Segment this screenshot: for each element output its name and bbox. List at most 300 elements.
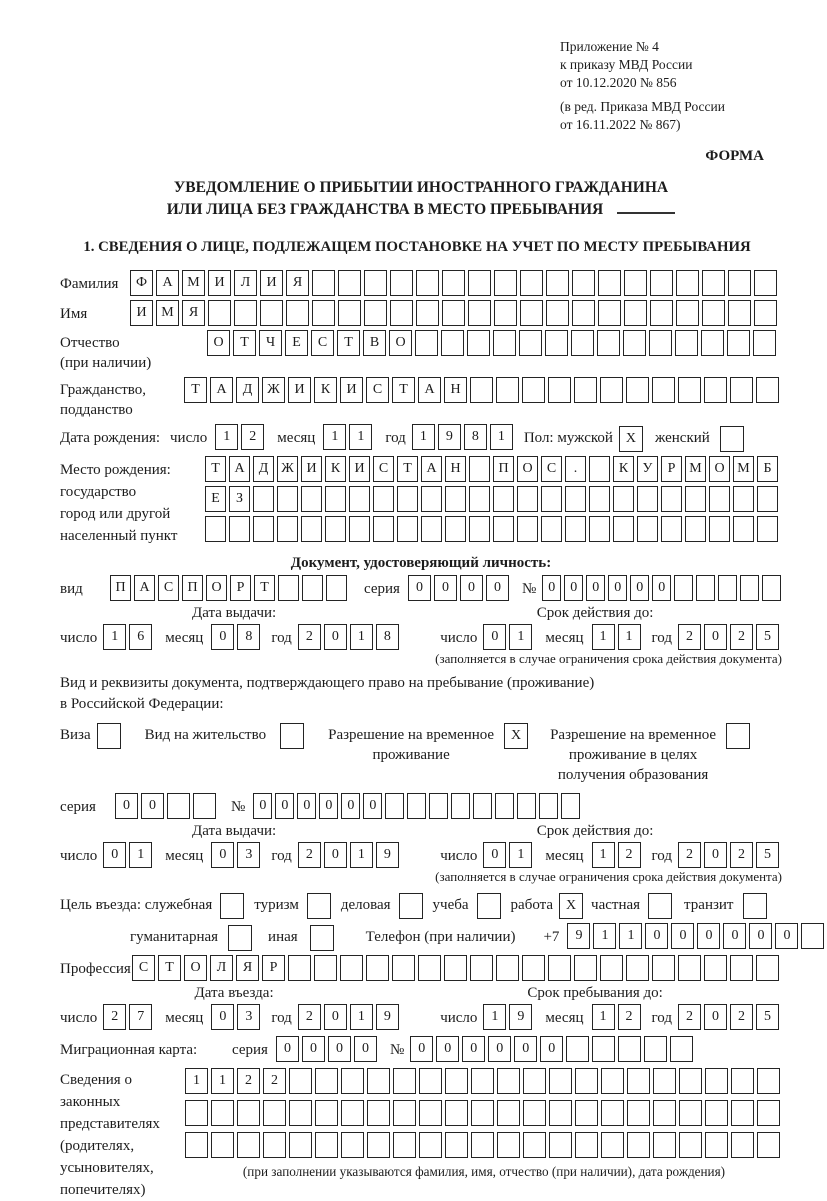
char-cell[interactable]: С xyxy=(366,377,389,403)
char-cell[interactable] xyxy=(445,1132,468,1158)
char-cell[interactable]: 0 xyxy=(324,624,347,650)
char-cell[interactable]: 1 xyxy=(350,842,373,868)
char-cell[interactable] xyxy=(754,300,777,326)
char-cell[interactable] xyxy=(661,516,682,542)
char-cell[interactable] xyxy=(675,330,698,356)
char-cell[interactable] xyxy=(541,486,562,512)
char-cell[interactable]: З xyxy=(229,486,250,512)
char-cell[interactable] xyxy=(546,270,569,296)
char-cell[interactable]: 2 xyxy=(730,1004,753,1030)
char-cell[interactable] xyxy=(575,1132,598,1158)
char-cell[interactable]: О xyxy=(517,456,538,482)
char-cell[interactable]: 0 xyxy=(723,923,746,949)
char-cell[interactable] xyxy=(571,330,594,356)
char-cell[interactable] xyxy=(185,1100,208,1126)
char-cell[interactable]: 2 xyxy=(263,1068,286,1094)
char-cell[interactable] xyxy=(444,955,467,981)
char-cell[interactable] xyxy=(445,1100,468,1126)
char-cell[interactable] xyxy=(613,486,634,512)
char-cell[interactable] xyxy=(627,1100,650,1126)
char-cell[interactable] xyxy=(676,270,699,296)
char-cell[interactable] xyxy=(548,955,571,981)
char-cell[interactable] xyxy=(705,1132,728,1158)
char-cell[interactable]: Я xyxy=(286,270,309,296)
migration-series-cells[interactable] xyxy=(276,1036,380,1062)
char-cell[interactable] xyxy=(653,1100,676,1126)
char-cell[interactable]: А xyxy=(421,456,442,482)
char-cell[interactable] xyxy=(366,955,389,981)
visa-checkbox[interactable] xyxy=(97,723,121,749)
char-cell[interactable] xyxy=(623,330,646,356)
temp-residence-checkbox[interactable]: X xyxy=(504,723,528,749)
char-cell[interactable]: 0 xyxy=(775,923,798,949)
char-cell[interactable]: М xyxy=(156,300,179,326)
char-cell[interactable]: И xyxy=(130,300,153,326)
char-cell[interactable] xyxy=(740,575,759,601)
char-cell[interactable]: К xyxy=(325,456,346,482)
char-cell[interactable] xyxy=(260,300,283,326)
char-cell[interactable] xyxy=(627,1068,650,1094)
representatives-row1-cells[interactable] xyxy=(185,1068,783,1094)
char-cell[interactable]: 2 xyxy=(730,624,753,650)
char-cell[interactable]: 9 xyxy=(567,923,590,949)
char-cell[interactable]: 0 xyxy=(749,923,772,949)
char-cell[interactable] xyxy=(441,330,464,356)
char-cell[interactable] xyxy=(572,270,595,296)
char-cell[interactable] xyxy=(315,1132,338,1158)
char-cell[interactable]: Ч xyxy=(259,330,282,356)
char-cell[interactable]: И xyxy=(340,377,363,403)
char-cell[interactable] xyxy=(522,377,545,403)
char-cell[interactable]: И xyxy=(260,270,283,296)
char-cell[interactable] xyxy=(566,1036,589,1062)
char-cell[interactable] xyxy=(598,270,621,296)
char-cell[interactable] xyxy=(519,330,542,356)
female-checkbox[interactable] xyxy=(720,426,744,452)
stay-month-cells[interactable] xyxy=(592,1004,644,1030)
char-cell[interactable] xyxy=(754,270,777,296)
char-cell[interactable] xyxy=(730,377,753,403)
char-cell[interactable] xyxy=(728,300,751,326)
char-cell[interactable] xyxy=(549,1068,572,1094)
char-cell[interactable]: 0 xyxy=(704,842,727,868)
char-cell[interactable] xyxy=(341,1068,364,1094)
char-cell[interactable]: О xyxy=(389,330,412,356)
char-cell[interactable]: 0 xyxy=(211,624,234,650)
char-cell[interactable] xyxy=(652,377,675,403)
char-cell[interactable] xyxy=(385,793,404,819)
char-cell[interactable]: Е xyxy=(285,330,308,356)
char-cell[interactable] xyxy=(572,300,595,326)
char-cell[interactable] xyxy=(497,1100,520,1126)
char-cell[interactable]: 2 xyxy=(298,624,321,650)
char-cell[interactable]: 1 xyxy=(483,1004,506,1030)
char-cell[interactable]: 0 xyxy=(275,793,294,819)
char-cell[interactable] xyxy=(419,1132,442,1158)
char-cell[interactable] xyxy=(208,300,231,326)
char-cell[interactable] xyxy=(497,1068,520,1094)
char-cell[interactable] xyxy=(229,516,250,542)
res-issue-year-cells[interactable] xyxy=(298,842,402,868)
doc-kind-cells[interactable] xyxy=(110,575,350,601)
char-cell[interactable] xyxy=(471,1068,494,1094)
char-cell[interactable]: 3 xyxy=(237,1004,260,1030)
char-cell[interactable] xyxy=(627,1132,650,1158)
res-issue-day-cells[interactable] xyxy=(103,842,155,868)
char-cell[interactable]: 3 xyxy=(237,842,260,868)
char-cell[interactable] xyxy=(517,516,538,542)
char-cell[interactable]: . xyxy=(565,456,586,482)
char-cell[interactable]: 0 xyxy=(211,1004,234,1030)
char-cell[interactable] xyxy=(730,955,753,981)
char-cell[interactable] xyxy=(338,270,361,296)
char-cell[interactable] xyxy=(494,300,517,326)
char-cell[interactable]: Д xyxy=(236,377,259,403)
char-cell[interactable]: 9 xyxy=(376,1004,399,1030)
char-cell[interactable] xyxy=(469,516,490,542)
char-cell[interactable] xyxy=(801,923,824,949)
char-cell[interactable]: 1 xyxy=(490,424,513,450)
char-cell[interactable] xyxy=(705,1100,728,1126)
char-cell[interactable] xyxy=(600,955,623,981)
char-cell[interactable] xyxy=(349,486,370,512)
char-cell[interactable] xyxy=(670,1036,693,1062)
stay-year-cells[interactable] xyxy=(678,1004,782,1030)
doc-valid-year-cells[interactable] xyxy=(678,624,782,650)
char-cell[interactable]: 0 xyxy=(564,575,583,601)
char-cell[interactable] xyxy=(367,1132,390,1158)
char-cell[interactable]: Р xyxy=(661,456,682,482)
char-cell[interactable] xyxy=(289,1068,312,1094)
char-cell[interactable]: 0 xyxy=(542,575,561,601)
char-cell[interactable] xyxy=(601,1100,624,1126)
char-cell[interactable] xyxy=(678,955,701,981)
char-cell[interactable] xyxy=(644,1036,667,1062)
char-cell[interactable] xyxy=(314,955,337,981)
char-cell[interactable] xyxy=(757,1068,780,1094)
char-cell[interactable]: 0 xyxy=(697,923,720,949)
char-cell[interactable]: Т xyxy=(233,330,256,356)
char-cell[interactable] xyxy=(211,1132,234,1158)
doc-issue-year-cells[interactable] xyxy=(298,624,402,650)
char-cell[interactable] xyxy=(523,1100,546,1126)
char-cell[interactable]: 0 xyxy=(141,793,164,819)
doc-number-cells[interactable] xyxy=(542,575,784,601)
char-cell[interactable] xyxy=(429,793,448,819)
male-checkbox[interactable]: X xyxy=(619,426,643,452)
char-cell[interactable]: Л xyxy=(210,955,233,981)
char-cell[interactable]: 5 xyxy=(756,624,779,650)
char-cell[interactable]: 1 xyxy=(592,624,615,650)
res-series-cells[interactable] xyxy=(115,793,219,819)
char-cell[interactable]: Р xyxy=(230,575,251,601)
char-cell[interactable] xyxy=(574,377,597,403)
firstname-cells[interactable] xyxy=(130,300,780,326)
char-cell[interactable] xyxy=(574,955,597,981)
char-cell[interactable] xyxy=(421,486,442,512)
char-cell[interactable]: 2 xyxy=(103,1004,126,1030)
char-cell[interactable] xyxy=(520,300,543,326)
char-cell[interactable] xyxy=(185,1132,208,1158)
char-cell[interactable]: 0 xyxy=(460,575,483,601)
char-cell[interactable] xyxy=(592,1036,615,1062)
char-cell[interactable]: 0 xyxy=(436,1036,459,1062)
char-cell[interactable]: 0 xyxy=(324,842,347,868)
char-cell[interactable]: 2 xyxy=(241,424,264,450)
char-cell[interactable]: Д xyxy=(253,456,274,482)
char-cell[interactable] xyxy=(589,456,610,482)
char-cell[interactable] xyxy=(364,300,387,326)
char-cell[interactable] xyxy=(618,1036,641,1062)
char-cell[interactable] xyxy=(468,270,491,296)
entry-year-cells[interactable] xyxy=(298,1004,402,1030)
doc-valid-month-cells[interactable] xyxy=(592,624,644,650)
char-cell[interactable] xyxy=(756,955,779,981)
char-cell[interactable] xyxy=(289,1100,312,1126)
char-cell[interactable] xyxy=(565,516,586,542)
char-cell[interactable] xyxy=(263,1132,286,1158)
char-cell[interactable] xyxy=(541,516,562,542)
char-cell[interactable] xyxy=(523,1132,546,1158)
char-cell[interactable] xyxy=(757,486,778,512)
char-cell[interactable]: 0 xyxy=(671,923,694,949)
char-cell[interactable]: 2 xyxy=(678,842,701,868)
char-cell[interactable] xyxy=(545,330,568,356)
char-cell[interactable]: 0 xyxy=(704,1004,727,1030)
char-cell[interactable] xyxy=(301,516,322,542)
temp-residence-edu-checkbox[interactable] xyxy=(726,723,750,749)
char-cell[interactable] xyxy=(373,486,394,512)
patronymic-cells[interactable] xyxy=(207,330,779,356)
char-cell[interactable]: П xyxy=(110,575,131,601)
char-cell[interactable] xyxy=(649,330,672,356)
char-cell[interactable] xyxy=(415,330,438,356)
char-cell[interactable] xyxy=(301,486,322,512)
char-cell[interactable] xyxy=(757,1100,780,1126)
char-cell[interactable] xyxy=(237,1100,260,1126)
char-cell[interactable]: О xyxy=(709,456,730,482)
char-cell[interactable] xyxy=(539,793,558,819)
char-cell[interactable]: Н xyxy=(445,456,466,482)
char-cell[interactable]: 1 xyxy=(619,923,642,949)
purpose-work-checkbox[interactable]: X xyxy=(559,893,583,919)
char-cell[interactable] xyxy=(626,955,649,981)
char-cell[interactable]: 1 xyxy=(618,624,641,650)
char-cell[interactable] xyxy=(340,955,363,981)
char-cell[interactable]: 0 xyxy=(363,793,382,819)
char-cell[interactable]: 1 xyxy=(349,424,372,450)
char-cell[interactable]: А xyxy=(134,575,155,601)
char-cell[interactable]: 2 xyxy=(618,842,641,868)
char-cell[interactable] xyxy=(756,377,779,403)
res-valid-year-cells[interactable] xyxy=(678,842,782,868)
char-cell[interactable] xyxy=(702,270,725,296)
char-cell[interactable] xyxy=(393,1132,416,1158)
char-cell[interactable] xyxy=(522,955,545,981)
char-cell[interactable] xyxy=(493,516,514,542)
char-cell[interactable] xyxy=(575,1100,598,1126)
char-cell[interactable]: 1 xyxy=(215,424,238,450)
char-cell[interactable] xyxy=(419,1100,442,1126)
char-cell[interactable] xyxy=(709,516,730,542)
char-cell[interactable] xyxy=(325,516,346,542)
char-cell[interactable] xyxy=(497,1132,520,1158)
char-cell[interactable] xyxy=(341,1100,364,1126)
char-cell[interactable]: И xyxy=(208,270,231,296)
char-cell[interactable]: 2 xyxy=(678,1004,701,1030)
char-cell[interactable]: 0 xyxy=(354,1036,377,1062)
char-cell[interactable] xyxy=(288,955,311,981)
char-cell[interactable] xyxy=(637,486,658,512)
char-cell[interactable]: 1 xyxy=(412,424,435,450)
char-cell[interactable]: 7 xyxy=(129,1004,152,1030)
char-cell[interactable] xyxy=(624,270,647,296)
char-cell[interactable] xyxy=(364,270,387,296)
char-cell[interactable] xyxy=(679,1068,702,1094)
char-cell[interactable] xyxy=(704,955,727,981)
char-cell[interactable] xyxy=(451,793,470,819)
char-cell[interactable] xyxy=(517,486,538,512)
char-cell[interactable]: 2 xyxy=(618,1004,641,1030)
char-cell[interactable] xyxy=(390,300,413,326)
birthplace-row2-cells[interactable] xyxy=(205,486,781,512)
char-cell[interactable] xyxy=(278,575,299,601)
char-cell[interactable]: К xyxy=(314,377,337,403)
char-cell[interactable] xyxy=(315,1068,338,1094)
char-cell[interactable]: 0 xyxy=(302,1036,325,1062)
char-cell[interactable] xyxy=(653,1068,676,1094)
char-cell[interactable]: Ж xyxy=(277,456,298,482)
char-cell[interactable]: А xyxy=(229,456,250,482)
char-cell[interactable]: 1 xyxy=(185,1068,208,1094)
char-cell[interactable] xyxy=(445,1068,468,1094)
char-cell[interactable] xyxy=(442,270,465,296)
char-cell[interactable] xyxy=(397,516,418,542)
char-cell[interactable] xyxy=(728,270,751,296)
char-cell[interactable]: 6 xyxy=(129,624,152,650)
char-cell[interactable]: М xyxy=(733,456,754,482)
representatives-row2-cells[interactable] xyxy=(185,1100,783,1126)
char-cell[interactable]: О xyxy=(184,955,207,981)
char-cell[interactable]: Я xyxy=(236,955,259,981)
char-cell[interactable]: О xyxy=(207,330,230,356)
res-valid-day-cells[interactable] xyxy=(483,842,535,868)
char-cell[interactable] xyxy=(678,377,701,403)
char-cell[interactable] xyxy=(561,793,580,819)
char-cell[interactable]: А xyxy=(210,377,233,403)
char-cell[interactable] xyxy=(205,516,226,542)
char-cell[interactable] xyxy=(421,516,442,542)
char-cell[interactable]: И xyxy=(349,456,370,482)
char-cell[interactable]: Т xyxy=(158,955,181,981)
char-cell[interactable] xyxy=(373,516,394,542)
char-cell[interactable]: 0 xyxy=(540,1036,563,1062)
char-cell[interactable] xyxy=(650,300,673,326)
char-cell[interactable]: 0 xyxy=(297,793,316,819)
char-cell[interactable]: 0 xyxy=(483,842,506,868)
res-issue-month-cells[interactable] xyxy=(211,842,263,868)
migration-number-cells[interactable] xyxy=(410,1036,696,1062)
entry-month-cells[interactable] xyxy=(211,1004,263,1030)
char-cell[interactable]: 0 xyxy=(324,1004,347,1030)
char-cell[interactable]: У xyxy=(637,456,658,482)
char-cell[interactable]: В xyxy=(363,330,386,356)
char-cell[interactable] xyxy=(407,793,426,819)
char-cell[interactable] xyxy=(546,300,569,326)
char-cell[interactable] xyxy=(676,300,699,326)
char-cell[interactable] xyxy=(601,1132,624,1158)
char-cell[interactable] xyxy=(589,486,610,512)
char-cell[interactable] xyxy=(312,270,335,296)
char-cell[interactable]: 0 xyxy=(630,575,649,601)
char-cell[interactable]: 2 xyxy=(730,842,753,868)
char-cell[interactable] xyxy=(393,1100,416,1126)
char-cell[interactable]: С xyxy=(132,955,155,981)
representatives-row3-cells[interactable] xyxy=(185,1132,783,1158)
char-cell[interactable] xyxy=(757,1132,780,1158)
char-cell[interactable]: 1 xyxy=(509,624,532,650)
char-cell[interactable]: 5 xyxy=(756,1004,779,1030)
birth-day-cells[interactable] xyxy=(215,424,267,450)
char-cell[interactable]: 0 xyxy=(211,842,234,868)
char-cell[interactable]: Т xyxy=(392,377,415,403)
char-cell[interactable] xyxy=(289,1132,312,1158)
char-cell[interactable] xyxy=(637,516,658,542)
char-cell[interactable]: Б xyxy=(757,456,778,482)
char-cell[interactable] xyxy=(416,270,439,296)
char-cell[interactable] xyxy=(470,955,493,981)
char-cell[interactable]: 0 xyxy=(488,1036,511,1062)
char-cell[interactable]: 1 xyxy=(103,624,126,650)
profession-cells[interactable] xyxy=(132,955,782,981)
char-cell[interactable] xyxy=(468,300,491,326)
char-cell[interactable] xyxy=(397,486,418,512)
purpose-transit-checkbox[interactable] xyxy=(743,893,767,919)
char-cell[interactable] xyxy=(349,516,370,542)
char-cell[interactable]: 0 xyxy=(276,1036,299,1062)
stay-day-cells[interactable] xyxy=(483,1004,535,1030)
char-cell[interactable] xyxy=(517,793,536,819)
purpose-business-checkbox[interactable] xyxy=(399,893,423,919)
char-cell[interactable] xyxy=(392,955,415,981)
char-cell[interactable] xyxy=(493,486,514,512)
char-cell[interactable]: 8 xyxy=(237,624,260,650)
char-cell[interactable] xyxy=(442,300,465,326)
char-cell[interactable]: П xyxy=(182,575,203,601)
char-cell[interactable]: 0 xyxy=(410,1036,433,1062)
doc-issue-month-cells[interactable] xyxy=(211,624,263,650)
char-cell[interactable]: 0 xyxy=(514,1036,537,1062)
char-cell[interactable]: 1 xyxy=(323,424,346,450)
char-cell[interactable] xyxy=(696,575,715,601)
char-cell[interactable]: 2 xyxy=(237,1068,260,1094)
char-cell[interactable]: С xyxy=(311,330,334,356)
char-cell[interactable] xyxy=(445,516,466,542)
char-cell[interactable] xyxy=(315,1100,338,1126)
char-cell[interactable]: 0 xyxy=(486,575,509,601)
char-cell[interactable] xyxy=(762,575,781,601)
char-cell[interactable] xyxy=(701,330,724,356)
char-cell[interactable]: Т xyxy=(337,330,360,356)
char-cell[interactable] xyxy=(589,516,610,542)
char-cell[interactable] xyxy=(731,1100,754,1126)
purpose-tourism-checkbox[interactable] xyxy=(307,893,331,919)
char-cell[interactable] xyxy=(718,575,737,601)
char-cell[interactable]: 8 xyxy=(376,624,399,650)
char-cell[interactable] xyxy=(341,1132,364,1158)
doc-issue-day-cells[interactable] xyxy=(103,624,155,650)
char-cell[interactable] xyxy=(253,486,274,512)
